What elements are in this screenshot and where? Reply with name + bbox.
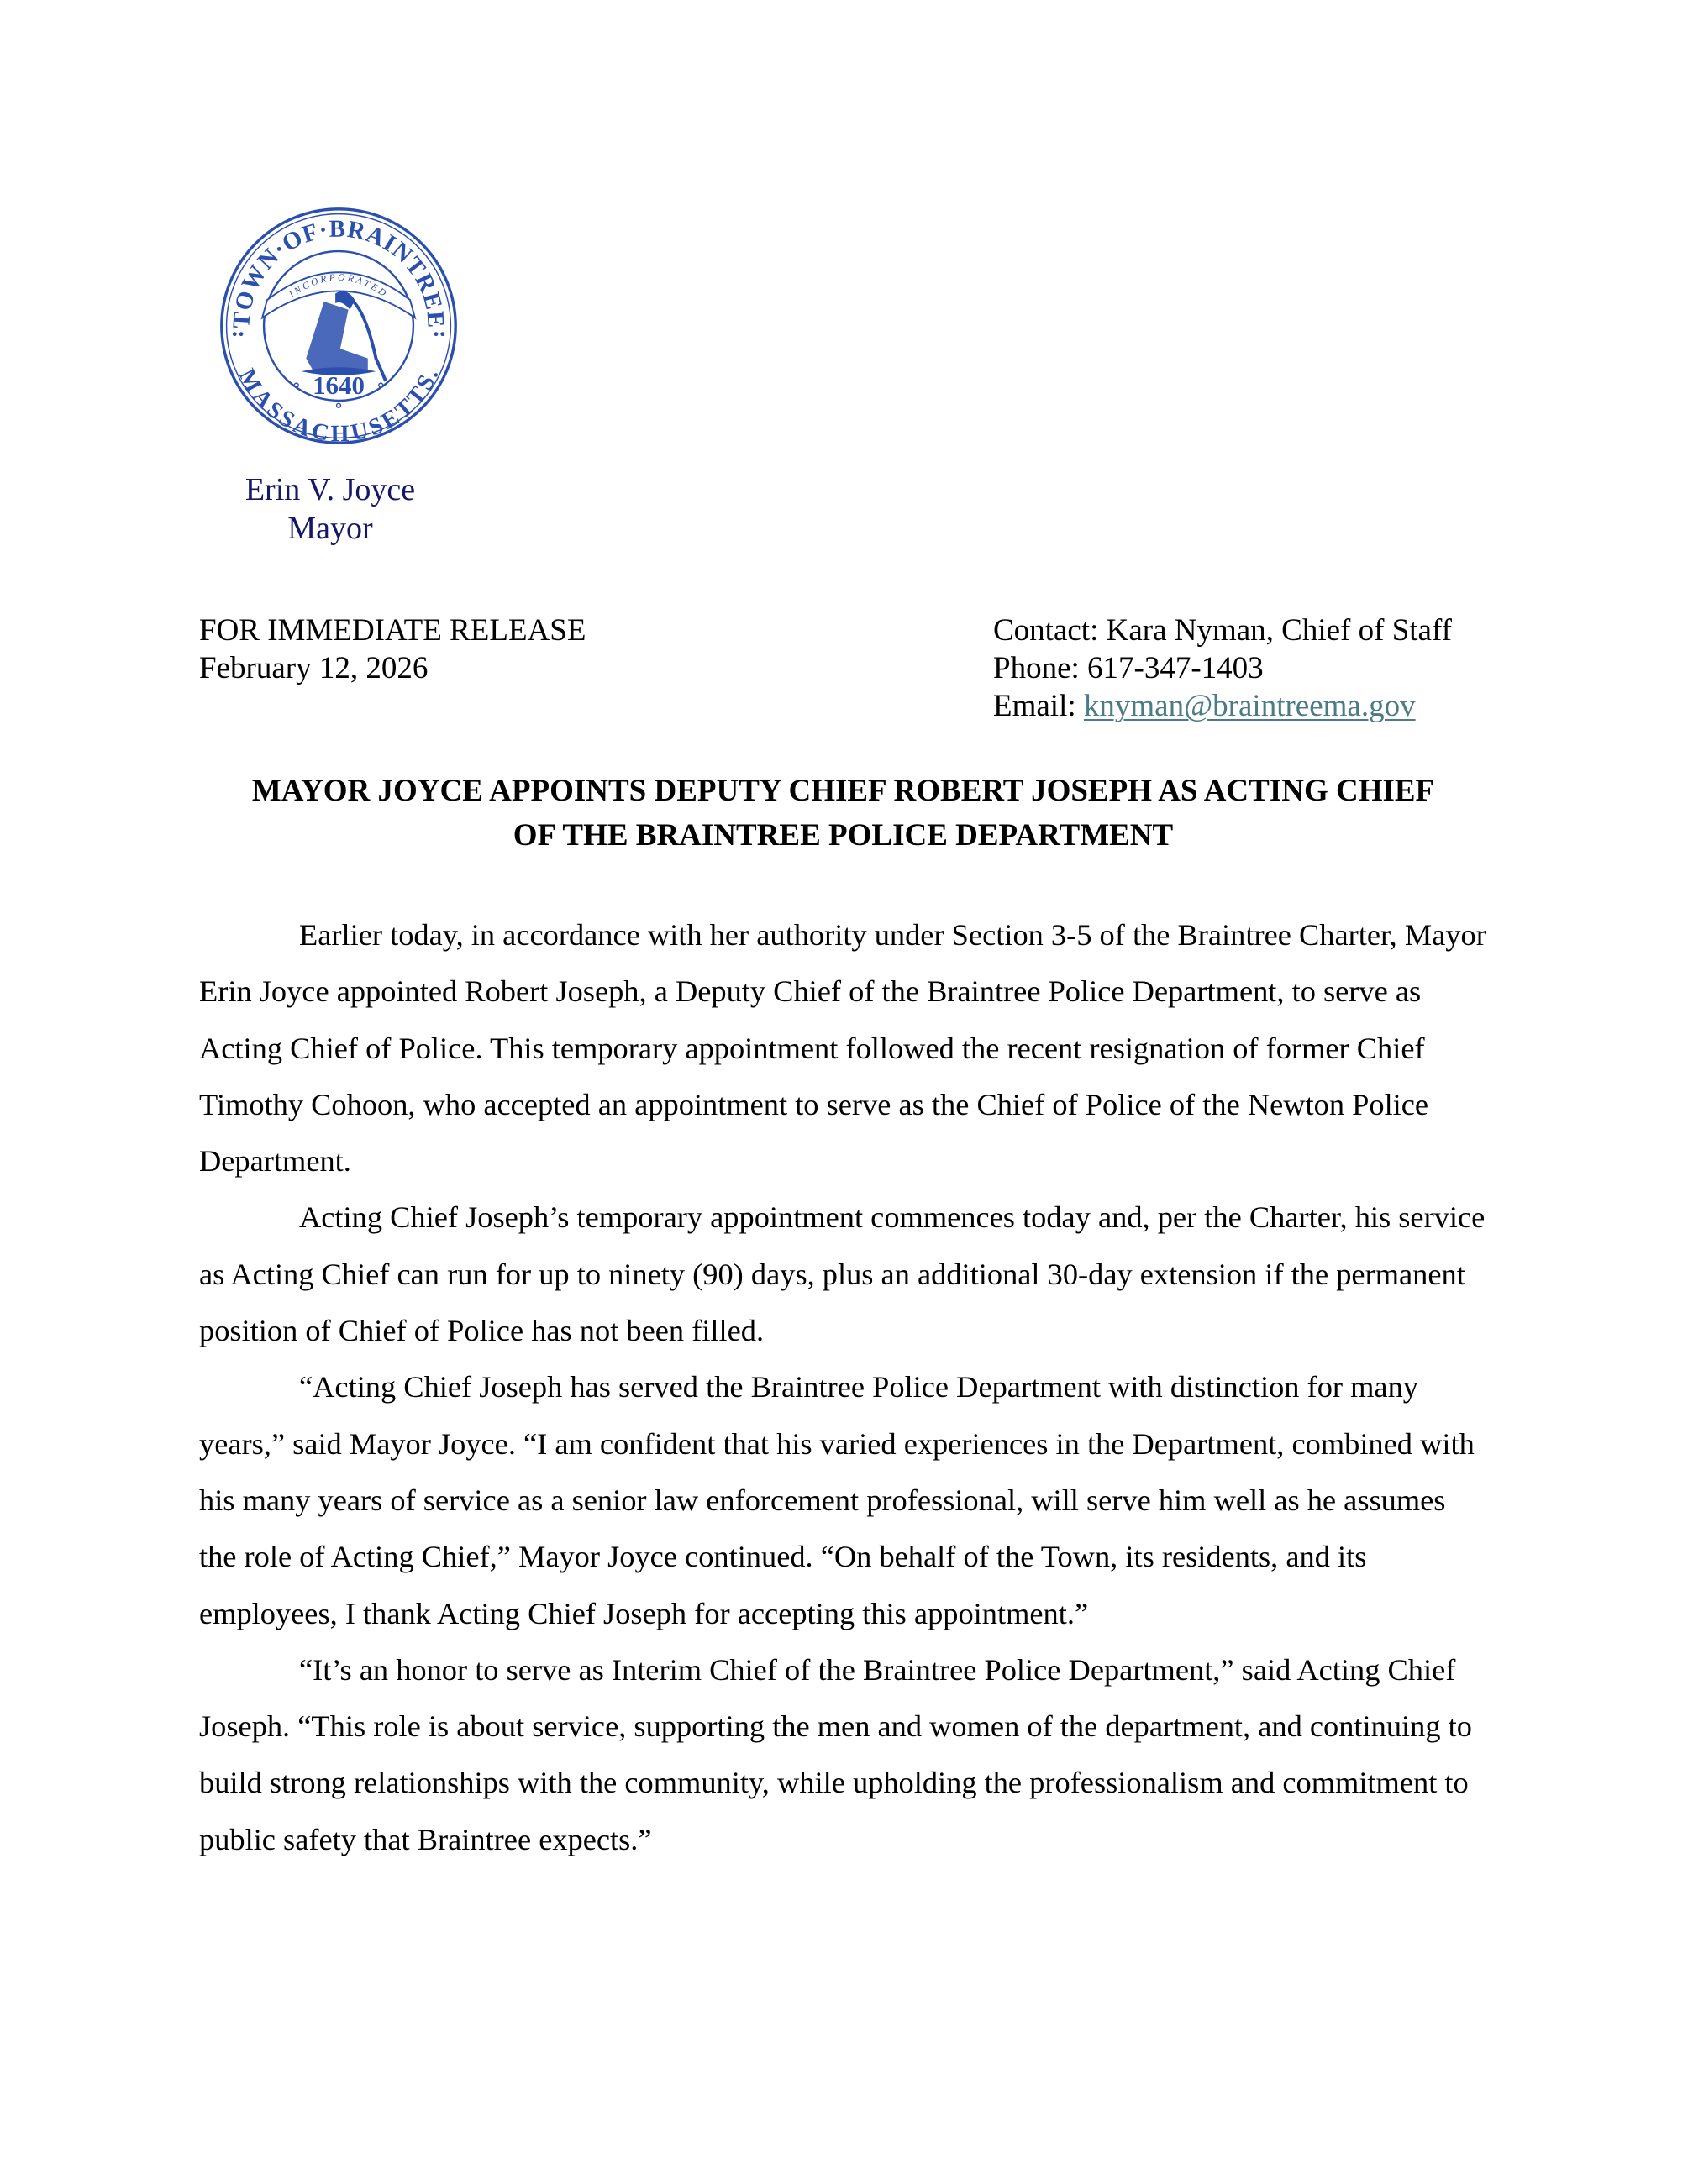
town-seal-logo	[217, 204, 460, 448]
paragraph: “It’s an honor to serve as Interim Chief of the Braintree Police Department,” said Acting Chief Joseph. “This role is about service, supporting the men and women of the department, and continuing to build strong relationships with the community, while upholding the professionalism and commitment to public safety that Braintree expects.”	[199, 1652, 1472, 1856]
email-link[interactable]: knyman@braintreema.gov	[1083, 689, 1416, 723]
headline-line-1: MAYOR JOYCE APPOINTS DEPUTY CHIEF ROBERT JOSEPH AS ACTING CHIEF	[251, 774, 1435, 808]
headline-line-2: OF THE BRAINTREE POLICE DEPARTMENT	[513, 818, 1174, 853]
contact-name: Contact: Kara Nyman, Chief of Staff	[993, 613, 1452, 648]
paragraph: Earlier today, in accordance with her authority under Section 3-5 of the Braintree Charter, Mayor Erin Joyce appointed Robert Joseph, a Deputy Chief of the Braintree Police Department, to serve as Acting Chief of Police. This temporary appointment followed the recent resignation of former Chief Timothy Cohoon, who accepted an appointment to serve as the Chief of Police of the Newton Police Department.	[199, 918, 1486, 1179]
release-block	[199, 612, 586, 687]
release-date: February 12, 2026	[199, 651, 429, 685]
press-release-body	[199, 907, 1487, 1868]
seal-text-bottom: MASSACHUSETTS.	[233, 365, 444, 448]
seal-text-top: TOWN·OF·BRAINTREE	[228, 215, 450, 329]
mayor-name: Erin V. Joyce	[245, 472, 416, 507]
seal-year: 1640	[313, 370, 365, 401]
email-label: Email:	[993, 689, 1084, 723]
mayor-title: Mayor	[287, 511, 373, 546]
paragraph: Acting Chief Joseph’s temporary appointment commences today and, per the Charter, his service as Acting Chief can run for up to ninety (90) days, plus an additional 30-day extension if the permanent position of Chief of Police has not been filled.	[199, 1200, 1486, 1348]
contact-email-line	[993, 687, 1452, 725]
paragraph: “Acting Chief Joseph has served the Braintree Police Department with distinction for many years,” said Mayor Joyce. “I am confident that his varied experiences in the Department, combined with his many years of service as a senior law enforcement professional, will serve him well as he assumes the role of Acting Chief,” Mayor Joyce continued. “On behalf of the Town, its residents, and its employees, I thank Acting Chief Joseph for accepting this appointment.”	[199, 1370, 1475, 1630]
seal-banner-text: INCORPORATED	[287, 271, 391, 301]
contact-block	[993, 612, 1452, 725]
headline	[199, 769, 1487, 858]
arm-scythe-emblem	[302, 291, 387, 381]
contact-phone: Phone: 617-347-1403	[993, 651, 1264, 685]
release-label: FOR IMMEDIATE RELEASE	[199, 613, 586, 648]
